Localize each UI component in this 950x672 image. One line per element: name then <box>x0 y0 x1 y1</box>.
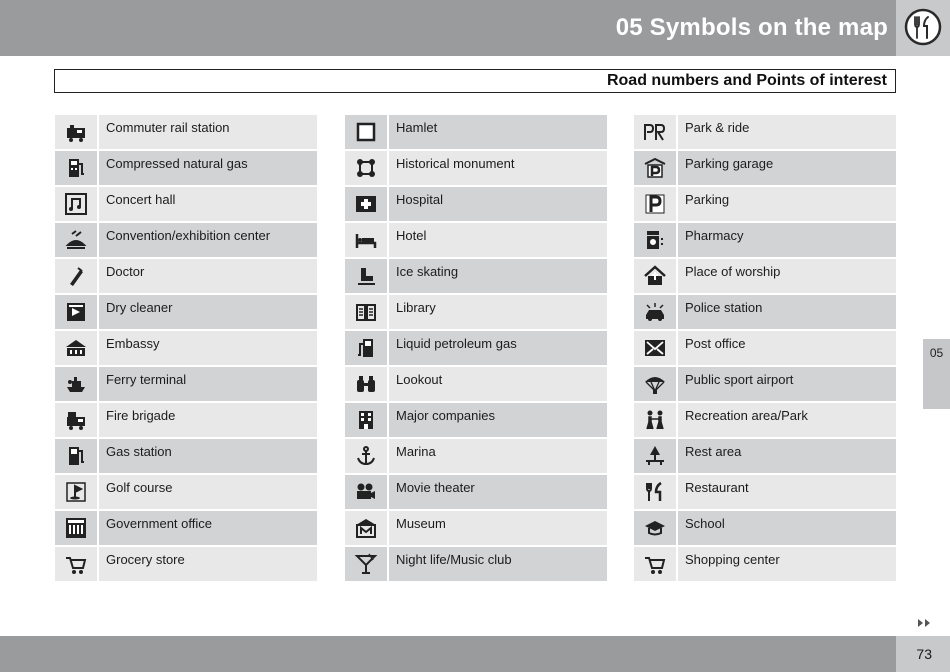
doctor-icon <box>64 264 88 288</box>
hospital-cross-icon <box>354 192 378 216</box>
gas-pump-icon <box>64 156 88 180</box>
monument-icon <box>354 156 378 180</box>
list-item <box>55 367 317 401</box>
list-item-label: Fire brigade <box>99 403 317 437</box>
list-item <box>345 547 607 581</box>
government-building-icon <box>64 516 88 540</box>
list-item <box>55 115 317 149</box>
parking-garage-icon <box>643 156 667 180</box>
list-item-label: Doctor <box>99 259 317 293</box>
list-item-label: Night life/Music club <box>389 547 607 581</box>
list-item <box>345 367 607 401</box>
ice-skate-icon <box>354 264 378 288</box>
section-header <box>54 69 896 93</box>
list-item <box>634 115 896 149</box>
binoculars-icon <box>354 372 378 396</box>
list-item <box>345 439 607 473</box>
list-item-label: Police station <box>678 295 896 329</box>
list-item-label: Rest area <box>678 439 896 473</box>
list-item-label: Hamlet <box>389 115 607 149</box>
symbol-column-2 <box>345 115 607 583</box>
park-and-ride-icon <box>643 120 667 144</box>
parachute-icon <box>643 372 667 396</box>
list-item <box>634 187 896 221</box>
square-outline-icon <box>354 120 378 144</box>
people-icon <box>643 408 667 432</box>
fuel-pump-icon <box>64 444 88 468</box>
list-item <box>634 259 896 293</box>
list-item-label: Major companies <box>389 403 607 437</box>
list-item-label: Liquid petroleum gas <box>389 331 607 365</box>
train-icon <box>64 120 88 144</box>
fire-truck-icon <box>64 408 88 432</box>
anchor-icon <box>354 444 378 468</box>
list-item <box>345 115 607 149</box>
footer-page-box <box>896 636 950 672</box>
list-item-label: Restaurant <box>678 475 896 509</box>
list-item-label: Pharmacy <box>678 223 896 257</box>
police-car-icon <box>643 300 667 324</box>
list-item <box>345 295 607 329</box>
list-item-label: Park & ride <box>678 115 896 149</box>
cocktail-glass-icon <box>354 552 378 576</box>
restaurant-icon <box>904 8 942 46</box>
museum-icon <box>354 516 378 540</box>
chapter-tab[interactable] <box>923 339 950 409</box>
pharmacy-icon <box>643 228 667 252</box>
music-note-icon <box>64 192 88 216</box>
list-item <box>345 151 607 185</box>
embassy-icon <box>64 336 88 360</box>
list-item <box>55 295 317 329</box>
list-item-label: Hospital <box>389 187 607 221</box>
list-item-label: Grocery store <box>99 547 317 581</box>
list-item <box>634 511 896 545</box>
list-item-label: Embassy <box>99 331 317 365</box>
list-item <box>634 367 896 401</box>
list-item <box>634 331 896 365</box>
list-item <box>55 331 317 365</box>
list-item-label: Place of worship <box>678 259 896 293</box>
lpg-pump-icon <box>354 336 378 360</box>
ferry-icon <box>64 372 88 396</box>
header-bar <box>0 0 896 56</box>
list-item <box>55 475 317 509</box>
fork-knife-icon <box>643 480 667 504</box>
list-item <box>634 439 896 473</box>
symbol-column-3 <box>634 115 896 583</box>
dry-cleaner-icon <box>64 300 88 324</box>
hotel-bed-icon <box>354 228 378 252</box>
list-item <box>634 403 896 437</box>
shopping-cart-icon <box>64 552 88 576</box>
church-icon <box>643 264 667 288</box>
list-item <box>345 403 607 437</box>
list-item <box>55 259 317 293</box>
book-icon <box>354 300 378 324</box>
list-item <box>55 439 317 473</box>
list-item-label: Public sport airport <box>678 367 896 401</box>
list-item-label: Concert hall <box>99 187 317 221</box>
list-item-label: Ice skating <box>389 259 607 293</box>
list-item-label: Marina <box>389 439 607 473</box>
list-item <box>345 259 607 293</box>
list-item <box>55 187 317 221</box>
school-icon <box>643 516 667 540</box>
list-item-label: Gas station <box>99 439 317 473</box>
list-item-label: Commuter rail station <box>99 115 317 149</box>
symbol-column-1 <box>55 115 317 583</box>
golf-icon <box>64 480 88 504</box>
list-item-label: Parking <box>678 187 896 221</box>
list-item-label: Museum <box>389 511 607 545</box>
list-item <box>55 511 317 545</box>
shopping-cart-icon <box>643 552 667 576</box>
list-item <box>634 151 896 185</box>
list-item <box>55 403 317 437</box>
list-item-label: Shopping center <box>678 547 896 581</box>
list-item-label: Ferry terminal <box>99 367 317 401</box>
film-camera-icon <box>354 480 378 504</box>
list-item <box>634 475 896 509</box>
rest-area-icon <box>643 444 667 468</box>
list-item-label: Historical monument <box>389 151 607 185</box>
envelope-icon <box>643 336 667 360</box>
list-item-label: School <box>678 511 896 545</box>
double-arrow-right-icon[interactable] <box>917 618 933 628</box>
section-title: Road numbers and Points of interest <box>606 72 887 89</box>
list-item <box>55 223 317 257</box>
page-number: 73 <box>916 646 932 662</box>
list-item <box>55 547 317 581</box>
list-item-label: Recreation area/Park <box>678 403 896 437</box>
list-item-label: Hotel <box>389 223 607 257</box>
list-item-label: Movie theater <box>389 475 607 509</box>
list-item-label: Golf course <box>99 475 317 509</box>
list-item-label: Convention/exhibition center <box>99 223 317 257</box>
list-item <box>634 223 896 257</box>
list-item <box>634 547 896 581</box>
list-item <box>345 475 607 509</box>
list-item-label: Dry cleaner <box>99 295 317 329</box>
header-icon-box <box>896 0 950 56</box>
parking-icon <box>643 192 667 216</box>
list-item-label: Lookout <box>389 367 607 401</box>
list-item-label: Government office <box>99 511 317 545</box>
chapter-tab-label: 05 <box>929 346 944 360</box>
list-item <box>634 295 896 329</box>
list-item <box>345 331 607 365</box>
footer-bar <box>0 636 896 672</box>
list-item <box>345 187 607 221</box>
list-item <box>55 151 317 185</box>
page-title: 05 Symbols on the map <box>615 14 888 41</box>
list-item-label: Parking garage <box>678 151 896 185</box>
list-item <box>345 511 607 545</box>
list-item-label: Library <box>389 295 607 329</box>
list-item <box>345 223 607 257</box>
list-item-label: Post office <box>678 331 896 365</box>
convention-center-icon <box>64 228 88 252</box>
office-building-icon <box>354 408 378 432</box>
list-item-label: Compressed natural gas <box>99 151 317 185</box>
